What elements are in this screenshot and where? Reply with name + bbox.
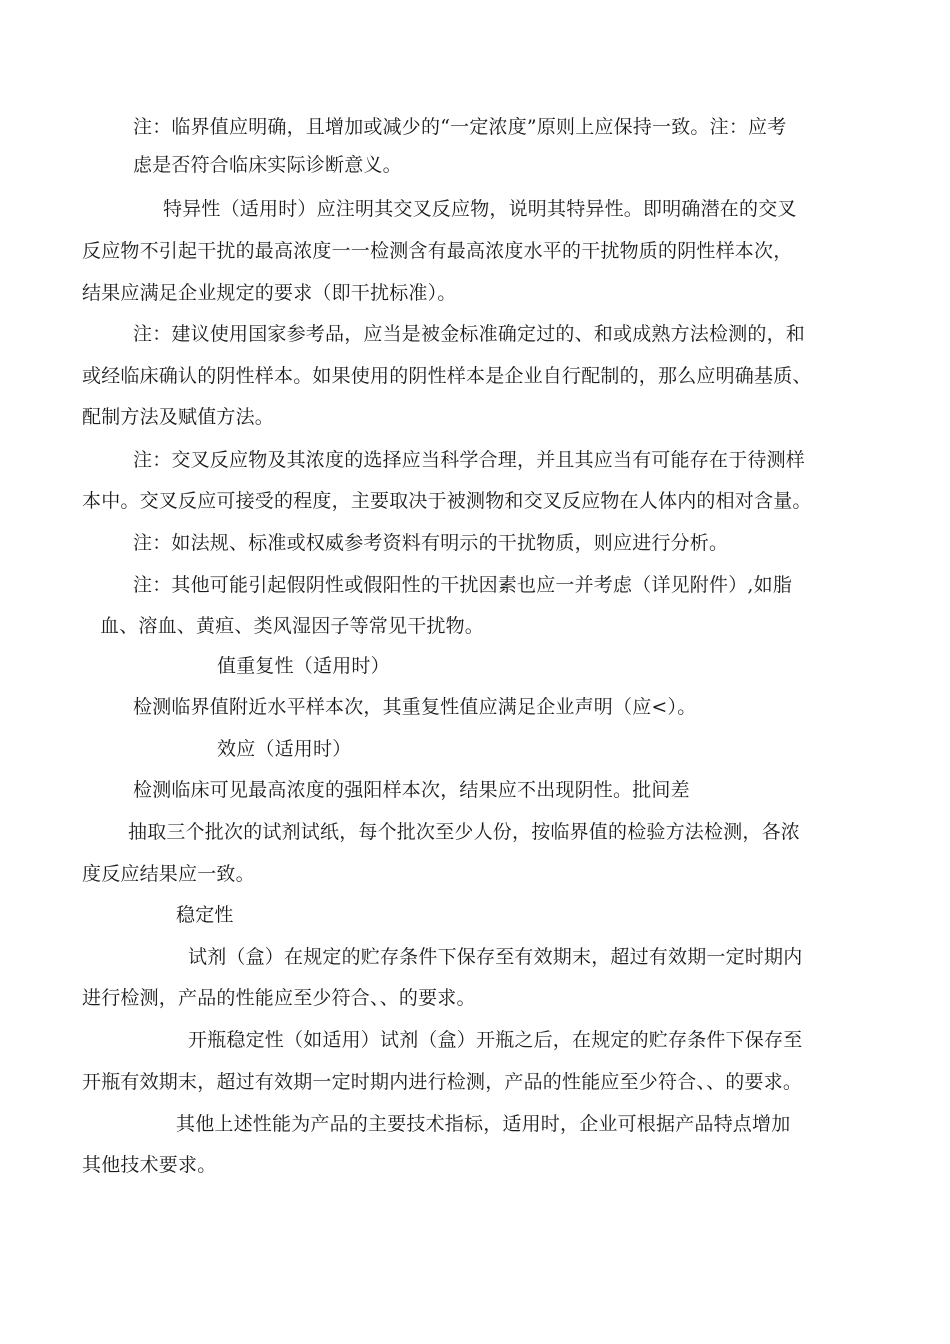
text-line: 试剂（盒）在规定的贮存条件下保存至有效期末，超过有效期一定时期内: [188, 946, 803, 968]
text-line: 注：其他可能引起假阴性或假阳性的干扰因素也应一并考虑（详见附件）,如脂: [133, 574, 793, 596]
text-line: 注：建议使用国家参考品，应当是被金标准确定过的、和或成熟方法检测的，和: [133, 323, 806, 345]
text-line: 注：交叉反应物及其浓度的选择应当科学合理，并且其应当有可能存在于待测样: [133, 449, 806, 471]
text-line: 血、溶血、黄疸、类风湿因子等常见干扰物。: [100, 615, 485, 637]
text-line: 开瓶稳定性（如适用）试剂（盒）开瓶之后，在规定的贮存条件下保存至: [188, 1029, 803, 1051]
section-heading: 效应（适用时）: [217, 738, 352, 760]
text-line: 进行检测，产品的性能应至少符合、、的要求。: [82, 987, 476, 1009]
text-line: 检测临床可见最高浓度的强阳样本次，结果应不出现阴性。批间差: [133, 779, 690, 801]
text-line: 注：如法规、标准或权威参考资料有明示的干扰物质，则应进行分析。: [133, 532, 729, 554]
text-line: 检测临界值附近水平样本次，其重复性值应满足企业声明（应<）。: [133, 696, 697, 718]
text-line: 本中。交叉反应可接受的程度，主要取决于被测物和交叉反应物在人体内的相对含量。: [82, 490, 812, 512]
text-line: 虑是否符合临床实际诊断意义。: [133, 154, 402, 176]
text-line: 度反应结果应一致。: [82, 863, 255, 885]
text-line: 反应物不引起干扰的最高浓度一一检测含有最高浓度水平的干扰物质的阴性样本次，: [82, 240, 793, 262]
text-line: 其他上述性能为产品的主要技术指标，适用时，企业可根据产品特点增加: [176, 1113, 791, 1135]
section-heading: 值重复性（适用时）: [217, 655, 390, 677]
text-line: 结果应满足企业规定的要求（即干扰标准）。: [82, 282, 457, 304]
text-line: 或经临床确认的阴性样本。如果使用的阴性样本是企业自行配制的，那么应明确基质、: [82, 365, 812, 387]
text-line: 注：临界值应明确，且增加或减少的“一定浓度”原则上应保持一致。注：应考: [133, 116, 787, 138]
text-line: 配制方法及赋值方法。: [82, 406, 275, 428]
section-heading: 稳定性: [176, 904, 234, 926]
text-line: 开瓶有效期末，超过有效期一定时期内进行检测，产品的性能应至少符合、、的要求。: [82, 1071, 803, 1093]
text-line: 抽取三个批次的试剂试纸，每个批次至少人份，按临界值的检验方法检测，各浓: [128, 821, 801, 843]
text-line: 特异性（适用时）应注明其交叉反应物，说明其特异性。即明确潜在的交叉: [163, 198, 797, 220]
text-line: 其他技术要求。: [82, 1154, 217, 1176]
